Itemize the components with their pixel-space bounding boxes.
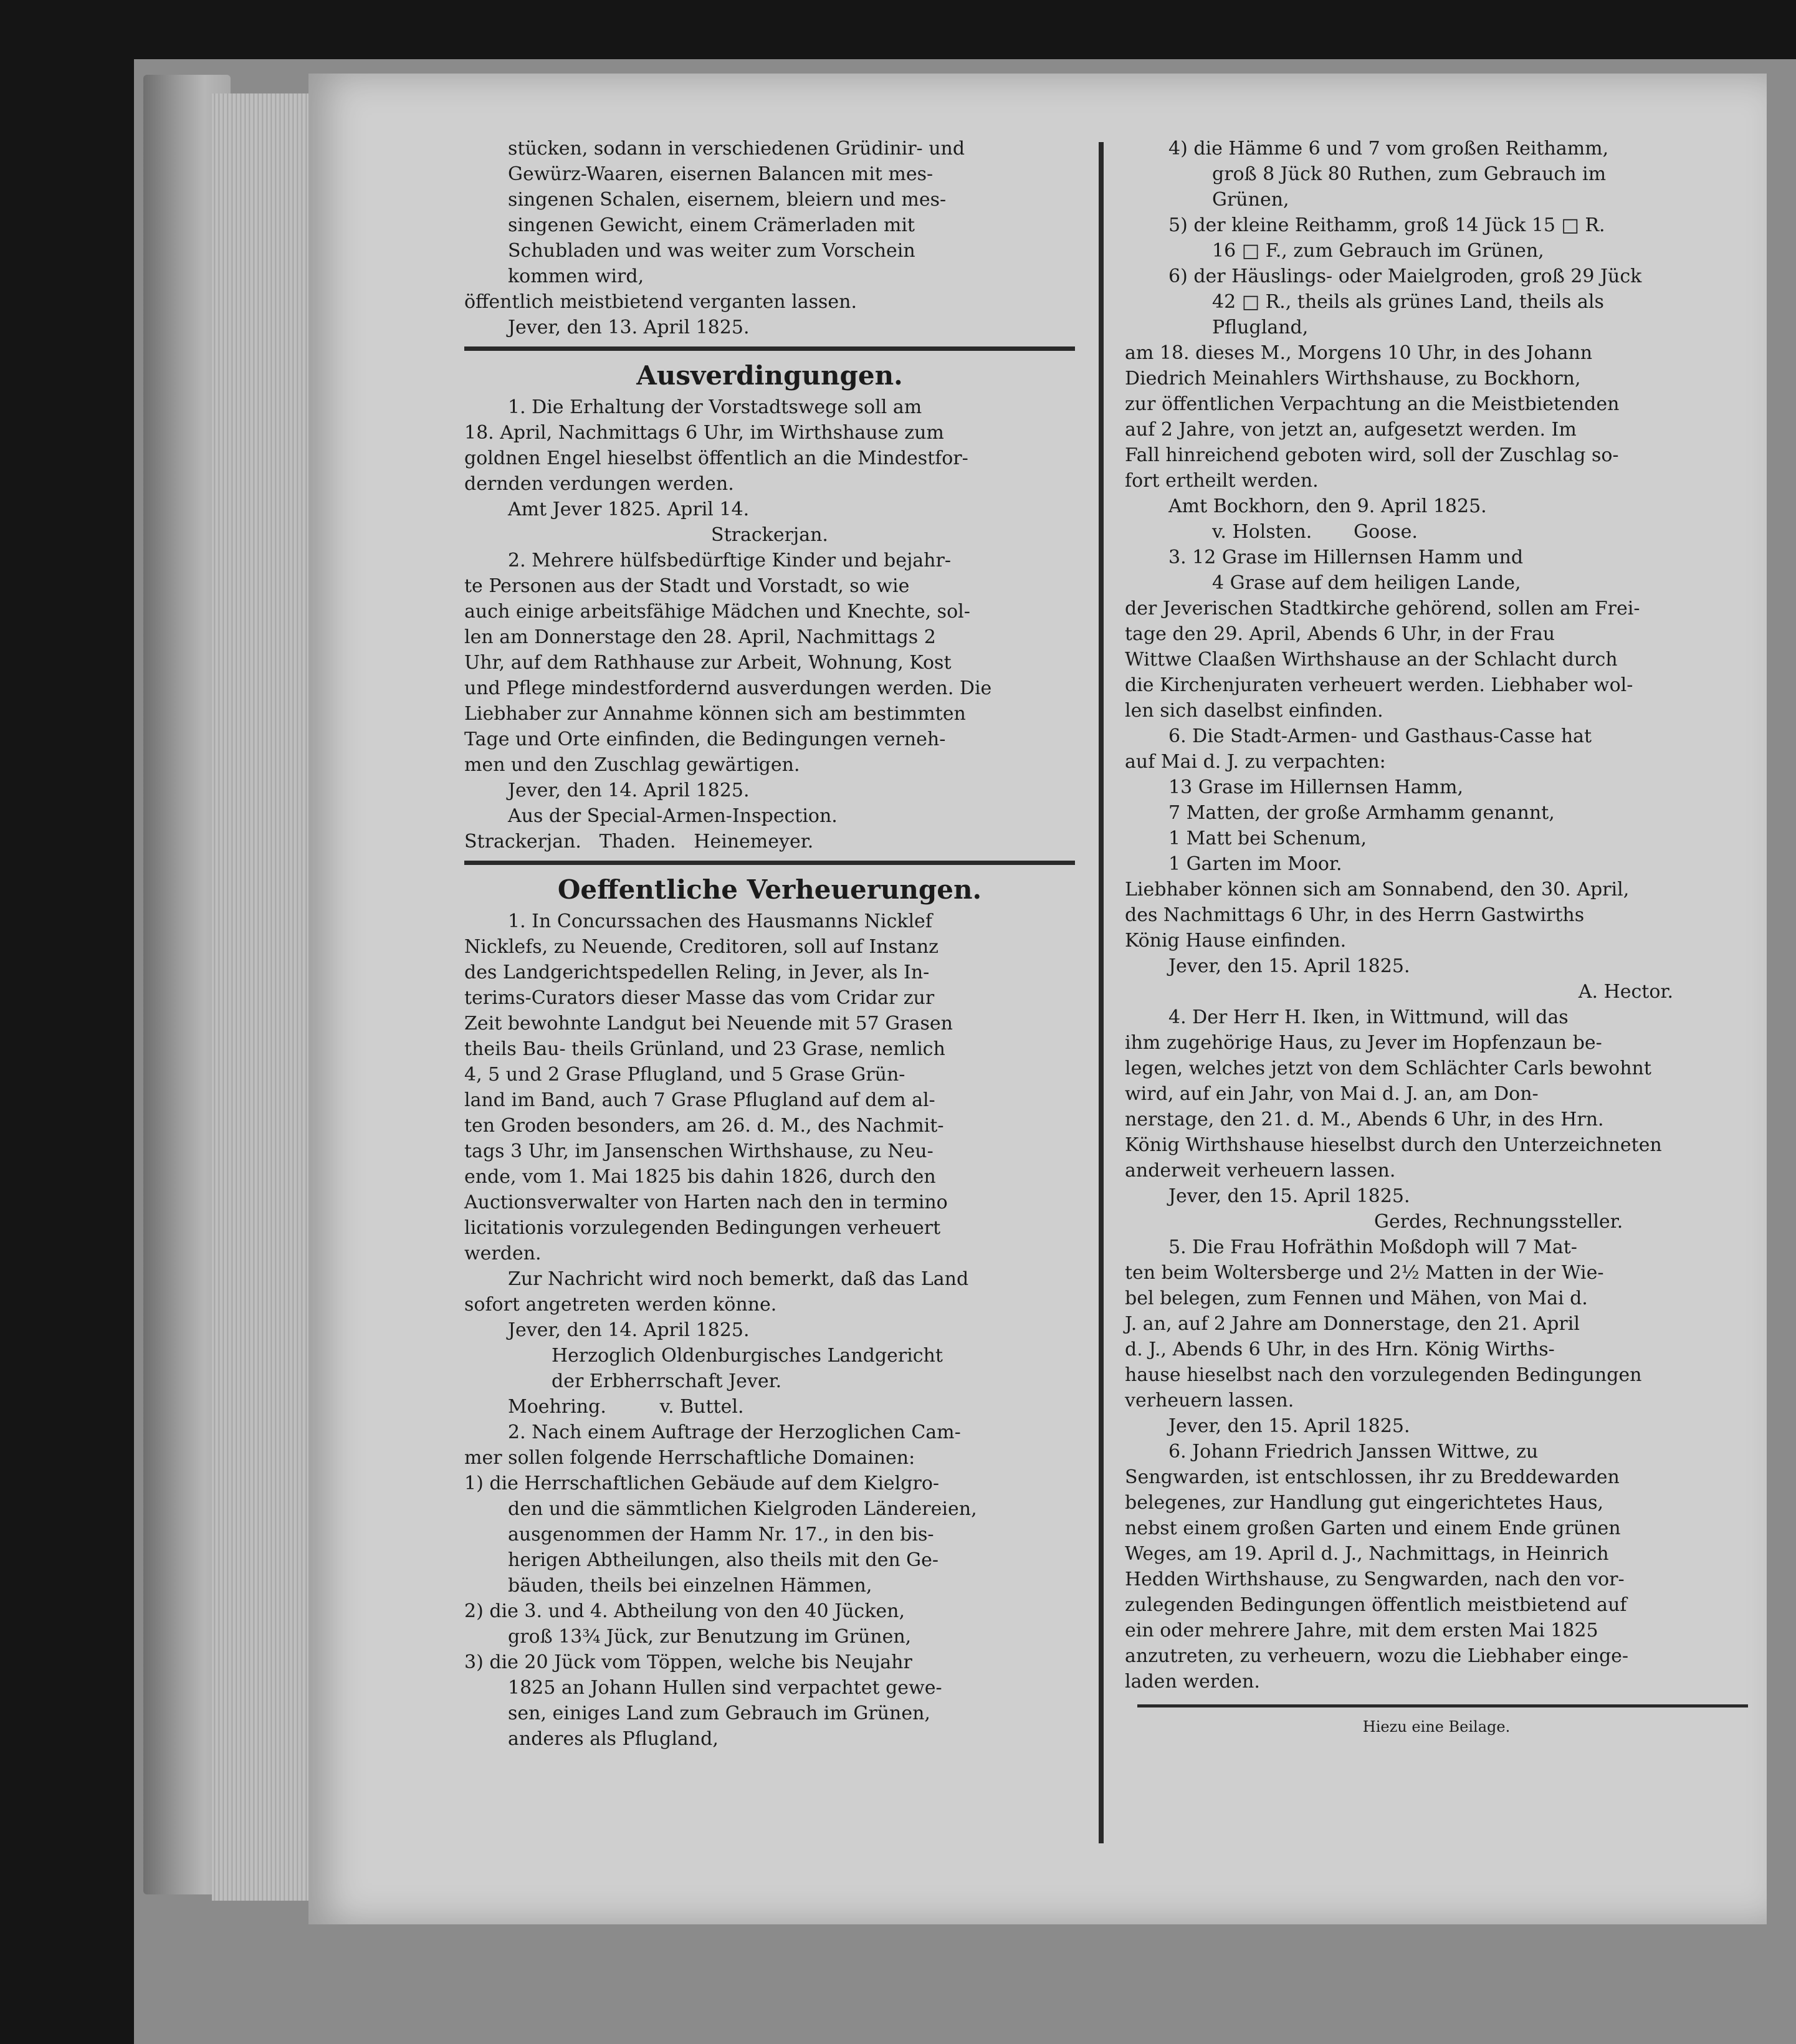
- date-line: Jever, den 15. April 1825.: [1168, 955, 1410, 977]
- list-item: Pflugland,: [1212, 317, 1309, 338]
- list-item: 42 □ R., theils als grünes Land, theils als: [1212, 291, 1604, 313]
- text-line: Weges, am 19. April d. J., Nachmittags, in Heinrich: [1125, 1543, 1609, 1565]
- text-line: der Jeverischen Stadtkirche gehörend, sollen am Frei-: [1125, 598, 1640, 619]
- right-column: [1125, 136, 1748, 1737]
- list-item: Grünen,: [1212, 189, 1289, 211]
- text-line: ihm zugehörige Haus, zu Jever im Hopfenzaun be-: [1125, 1032, 1602, 1054]
- text-line: des Nachmittags 6 Uhr, in des Herrn Gastwirths: [1125, 904, 1585, 926]
- text-line: auf 2 Jahre, von jetzt an, aufgesetzt werden. Im: [1125, 419, 1577, 441]
- list-item: 7 Matten, der große Armhamm genannt,: [1168, 802, 1555, 824]
- text-line: Liebhaber können sich am Sonnabend, den 30. April,: [1125, 879, 1630, 900]
- text-line: laden werden.: [1125, 1671, 1260, 1693]
- page-edges: [212, 93, 318, 1901]
- text-line: ten beim Woltersberge und 2½ Matten in der Wie-: [1125, 1262, 1604, 1284]
- signature-line: der Erbherrschaft Jever.: [552, 1370, 782, 1392]
- text-line: len am Donnerstage den 28. April, Nachmittags 2: [464, 626, 936, 648]
- list-item: 1 Garten im Moor.: [1168, 853, 1342, 875]
- list-item: groß 13¾ Jück, zur Benutzung im Grünen,: [508, 1626, 912, 1648]
- text-line: am 18. dieses M., Morgens 10 Uhr, in des Johann: [1125, 342, 1593, 364]
- text-line: die Kirchenjuraten verheuert werden. Liebhaber wol-: [1125, 674, 1633, 696]
- list-item: 1) die Herrschaftlichen Gebäude auf dem Kielgro-: [464, 1473, 940, 1494]
- text-line: dernden verdungen werden.: [464, 473, 734, 495]
- text-line: nebst einem großen Garten und einem Ende grünen: [1125, 1517, 1621, 1539]
- item-3-block: [1125, 545, 1748, 724]
- text-line: König Wirthshause hieselbst durch den Unterzeichneten: [1125, 1134, 1662, 1156]
- list-item: den und die sämmtlichen Kielgroden Ländereien,: [508, 1498, 977, 1520]
- text-line: kommen wird,: [508, 265, 644, 287]
- text-line: Nicklefs, zu Neuende, Creditoren, soll auf Instanz: [464, 936, 939, 958]
- text-line: Uhr, auf dem Rathhause zur Arbeit, Wohnung, Kost: [464, 652, 952, 674]
- text-line: 4, 5 und 2 Grase Pflugland, und 5 Grase Grün-: [464, 1064, 905, 1086]
- signature-line: Moehring. v. Buttel.: [508, 1396, 744, 1418]
- signature-line: Herzoglich Oldenburgisches Landgericht: [552, 1345, 943, 1367]
- text-line: 18. April, Nachmittags 6 Uhr, im Wirthshause zum: [464, 422, 944, 444]
- intro-block: [464, 136, 1075, 340]
- text-line: tage den 29. April, Abends 6 Uhr, in der Frau: [1125, 623, 1555, 645]
- date-line: Jever, den 15. April 1825.: [1168, 1185, 1410, 1207]
- text-line: mer sollen folgende Herrschaftliche Domainen:: [464, 1447, 915, 1469]
- text-line: 4 Grase auf dem heiligen Lande,: [1212, 572, 1521, 594]
- text-line: Zur Nachricht wird noch bemerkt, daß das Land: [508, 1268, 969, 1290]
- text-line: 1. Die Erhaltung der Vorstadtswege soll am: [508, 396, 922, 418]
- text-line: öffentlich meistbietend verganten lassen.: [464, 291, 857, 313]
- signature-line: Strackerjan. Thaden. Heinemeyer.: [464, 831, 814, 852]
- list-item: 1825 an Johann Hullen sind verpachtet gewe-: [508, 1677, 942, 1699]
- list-item: sen, einiges Land zum Gebrauch im Grünen,: [508, 1703, 930, 1724]
- item-5-block: [1125, 1235, 1748, 1439]
- signature-line: Strackerjan.: [711, 524, 828, 546]
- text-line: terims-Curators dieser Masse das vom Cridar zur: [464, 987, 935, 1009]
- text-line: 2. Mehrere hülfsbedürftige Kinder und bejahr-: [508, 550, 951, 571]
- text-line: auch einige arbeitsfähige Mädchen und Knechte, sol-: [464, 601, 970, 623]
- text-line: Liebhaber zur Annahme können sich am bestimmten: [464, 703, 966, 725]
- text-line: anzutreten, zu verheuern, wozu die Liebhaber einge-: [1125, 1645, 1629, 1667]
- domain-list-block: [1125, 136, 1748, 545]
- text-line: 4. Der Herr H. Iken, in Wittmund, will das: [1168, 1006, 1569, 1028]
- text-line: Tage und Orte einfinden, die Bedingungen verneh-: [464, 728, 946, 750]
- text-line: goldnen Engel hieselbst öffentlich an die Mindestfor-: [464, 447, 968, 469]
- ausverdingungen-section: [464, 357, 1075, 854]
- item-4-block: [1125, 1005, 1748, 1235]
- text-line: Gewürz-Waaren, eisernen Balancen mit mes-: [508, 163, 934, 185]
- date-line: Jever, den 14. April 1825.: [508, 1319, 750, 1341]
- section-rule: [464, 346, 1075, 351]
- text-line: men und den Zuschlag gewärtigen.: [464, 754, 800, 776]
- column-divider: [1099, 142, 1104, 1843]
- text-line: Sengwarden, ist entschlossen, ihr zu Breddewarden: [1125, 1466, 1620, 1488]
- text-line: Wittwe Claaßen Wirthshause an der Schlacht durch: [1125, 649, 1618, 671]
- date-line: Jever, den 15. April 1825.: [1168, 1415, 1410, 1437]
- text-line: singenen Schalen, eisernem, bleiern und mes-: [508, 189, 947, 211]
- text-line: Fall hinreichend geboten wird, soll der Zuschlag so-: [1125, 444, 1619, 466]
- list-item: 13 Grase im Hillernsen Hamm,: [1168, 776, 1464, 798]
- date-line: Amt Bockhorn, den 9. April 1825.: [1168, 495, 1487, 517]
- text-line: len sich daselbst einfinden.: [1125, 700, 1383, 722]
- signature-line: Gerdes, Rechnungssteller.: [1374, 1211, 1623, 1233]
- signature-line: A. Hector.: [1578, 981, 1673, 1003]
- list-item: 2) die 3. und 4. Abtheilung von den 40 Jücken,: [464, 1600, 905, 1622]
- text-line: auf Mai d. J. zu verpachten:: [1125, 751, 1386, 773]
- closing-rule: [1137, 1704, 1748, 1707]
- text-line: 1. In Concurssachen des Hausmanns Nicklef: [508, 910, 932, 932]
- text-line: bel belegen, zum Fennen und Mähen, von Mai d.: [1125, 1287, 1588, 1309]
- left-column: [464, 136, 1075, 1752]
- supplement-note: Hiezu eine Beilage.: [1362, 1718, 1511, 1736]
- newspaper-page: [308, 74, 1767, 1924]
- text-line: König Hause einfinden.: [1125, 930, 1347, 952]
- verheuerungen-section: [464, 871, 1075, 1752]
- text-line: theils Bau- theils Grünland, und 23 Grase, nemlich: [464, 1038, 945, 1060]
- list-item: 16 □ F., zum Gebrauch im Grünen,: [1212, 240, 1544, 262]
- text-line: singenen Gewicht, einem Crämerladen mit: [508, 214, 915, 236]
- text-line: nerstage, den 21. d. M., Abends 6 Uhr, in des Hrn.: [1125, 1109, 1604, 1130]
- list-item: anderes als Pflugland,: [508, 1728, 719, 1750]
- date-line: Amt Jever 1825. April 14.: [508, 499, 750, 520]
- list-item: herigen Abtheilungen, also theils mit den Ge-: [508, 1549, 939, 1571]
- text-line: 2. Nach einem Auftrage der Herzoglichen Cam-: [508, 1421, 961, 1443]
- text-line: land im Band, auch 7 Grase Pflugland auf dem al-: [464, 1089, 935, 1111]
- signature-line: v. Holsten. Goose.: [1212, 521, 1418, 543]
- text-line: 6. Johann Friedrich Janssen Wittwe, zu: [1168, 1441, 1539, 1463]
- list-item: 5) der kleine Reithamm, groß 14 Jück 15 □ R.: [1168, 214, 1605, 236]
- text-line: verheuern lassen.: [1125, 1390, 1294, 1411]
- text-line: zulegenden Bedingungen öffentlich meistbietend auf: [1125, 1594, 1627, 1616]
- date-line: Jever, den 13. April 1825.: [508, 317, 750, 338]
- text-line: Zeit bewohnte Landgut bei Neuende mit 57 Grasen: [464, 1013, 953, 1034]
- text-line: licitationis vorzulegenden Bedingungen verheuert: [464, 1217, 941, 1239]
- list-item: 3) die 20 Jück vom Töppen, welche bis Neujahr: [464, 1651, 912, 1673]
- item-6b-block: [1125, 1439, 1748, 1694]
- text-line: 5. Die Frau Hofräthin Moßdoph will 7 Mat-: [1168, 1236, 1577, 1258]
- text-line: werden.: [464, 1243, 542, 1264]
- text-line: Aus der Special-Armen-Inspection.: [508, 805, 838, 827]
- text-line: anderweit verheuern lassen.: [1125, 1160, 1396, 1182]
- text-line: des Landgerichtspedellen Reling, in Jever, als In-: [464, 962, 930, 983]
- text-line: J. an, auf 2 Jahre am Donnerstage, den 21. April: [1125, 1313, 1580, 1335]
- text-line: und Pflege mindestfordernd ausverdungen werden. Die: [464, 677, 992, 699]
- text-line: legen, welches jetzt von dem Schlächter Carls bewohnt: [1125, 1058, 1651, 1079]
- text-line: te Personen aus der Stadt und Vorstadt, so wie: [464, 575, 910, 597]
- text-line: zur öffentlichen Verpachtung an die Meistbietenden: [1125, 393, 1620, 415]
- section-heading: Ausverdingungen.: [636, 360, 903, 391]
- text-line: ein oder mehrere Jahre, mit dem ersten Mai 1825: [1125, 1620, 1598, 1641]
- list-item: groß 8 Jück 80 Ruthen, zum Gebrauch im: [1212, 163, 1607, 185]
- text-line: Hedden Wirthshause, zu Sengwarden, nach den vor-: [1125, 1569, 1625, 1590]
- list-item: ausgenommen der Hamm Nr. 17., in den bis-: [508, 1524, 934, 1545]
- text-line: d. J., Abends 6 Uhr, in des Hrn. König Wirths-: [1125, 1339, 1555, 1360]
- text-line: 3. 12 Grase im Hillernsen Hamm und: [1168, 547, 1524, 568]
- text-line: hause hieselbst nach den vorzulegenden Bedingungen: [1125, 1364, 1642, 1386]
- text-line: 6. Die Stadt-Armen- und Gasthaus-Casse hat: [1168, 725, 1592, 747]
- text-line: stücken, sodann in verschiedenen Grüdinir- und: [508, 138, 965, 160]
- text-line: ende, vom 1. Mai 1825 bis dahin 1826, durch den: [464, 1166, 936, 1188]
- list-item: 4) die Hämme 6 und 7 vom großen Reithamm,: [1168, 138, 1609, 160]
- list-item: bäuden, theils bei einzelnen Hämmen,: [508, 1575, 872, 1597]
- date-line: Jever, den 14. April 1825.: [508, 780, 750, 801]
- section-rule: [464, 861, 1075, 865]
- text-line: sofort angetreten werden könne.: [464, 1294, 777, 1316]
- text-line: Auctionsverwalter von Harten nach den in termino: [464, 1192, 948, 1213]
- text-line: ten Groden besonders, am 26. d. M., des Nachmit-: [464, 1115, 944, 1137]
- list-item: 6) der Häuslings- oder Maielgroden, groß 29 Jück: [1168, 265, 1642, 287]
- item-6a-block: [1125, 724, 1748, 1005]
- text-line: tags 3 Uhr, im Jansenschen Wirthshause, zu Neu-: [464, 1140, 934, 1162]
- text-line: Diedrich Meinahlers Wirthshause, zu Bockhorn,: [1125, 368, 1581, 389]
- text-line: Schubladen und was weiter zum Vorschein: [508, 240, 915, 262]
- text-line: belegenes, zur Handlung gut eingerichtetes Haus,: [1125, 1492, 1604, 1514]
- list-item: 1 Matt bei Schenum,: [1168, 828, 1367, 849]
- text-line: fort ertheilt werden.: [1125, 470, 1319, 492]
- section-heading: Oeffentliche Verheuerungen.: [557, 874, 982, 905]
- text-line: wird, auf ein Jahr, von Mai d. J. an, am Don-: [1125, 1083, 1539, 1105]
